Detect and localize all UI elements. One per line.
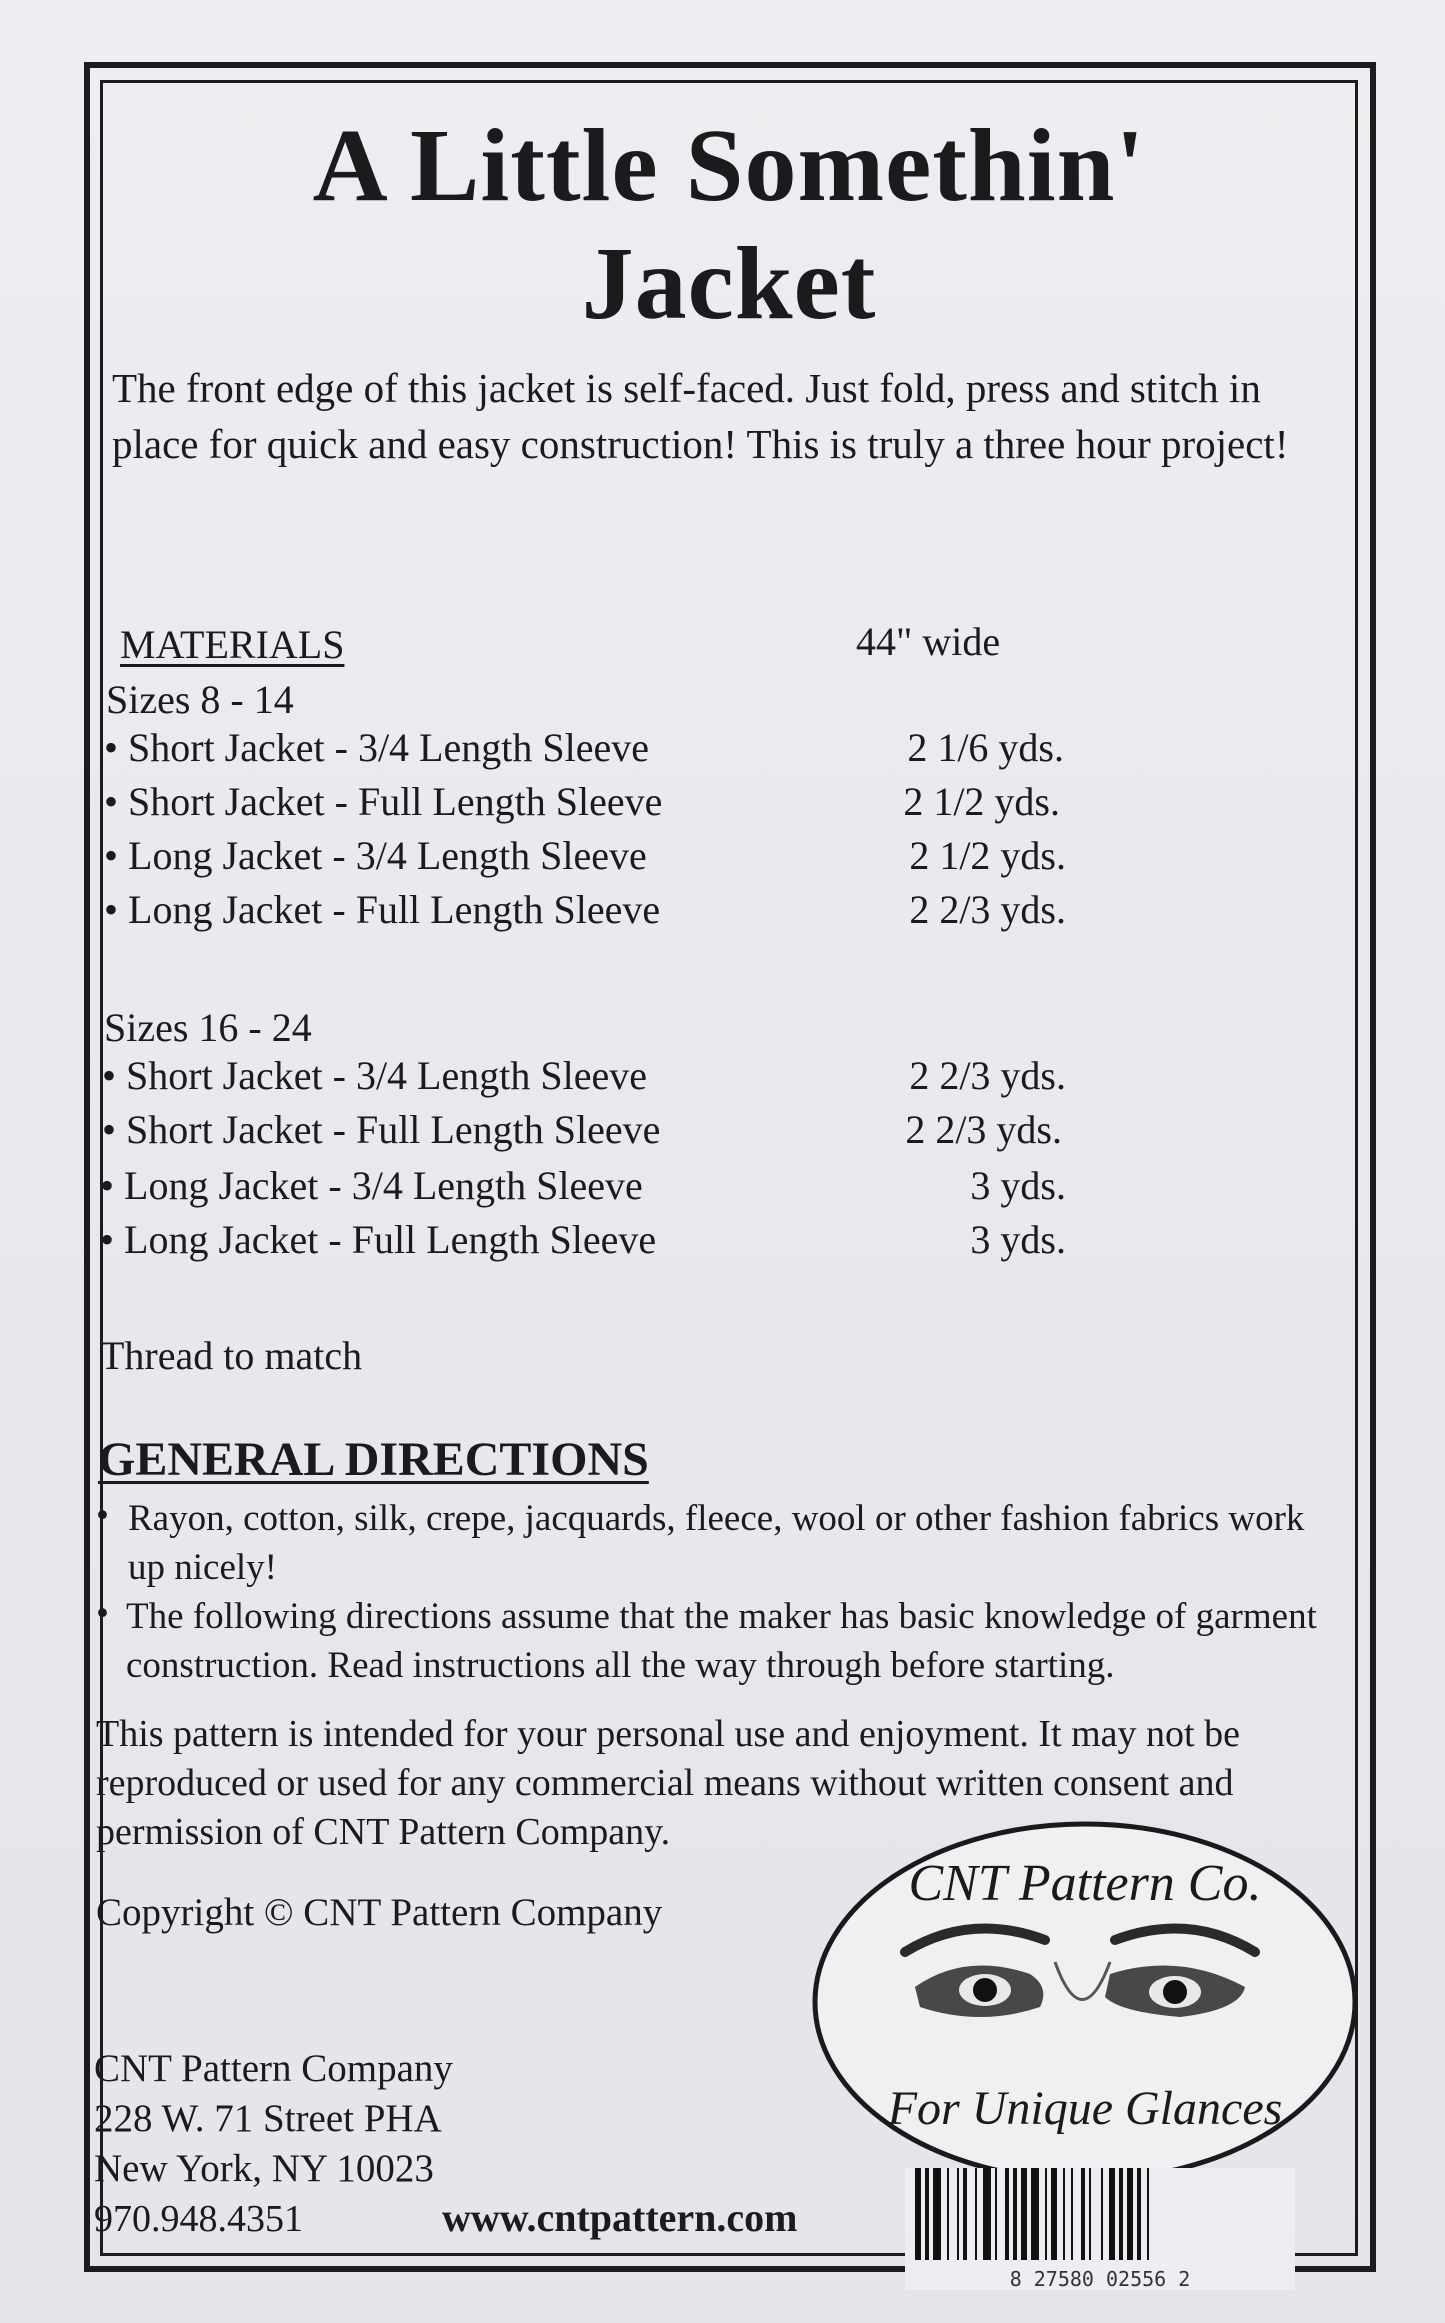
material-item: • Long Jacket - Full Length Sleeve: [100, 1217, 657, 1262]
material-item: • Long Jacket - 3/4 Length Sleeve: [104, 833, 647, 878]
material-item: • Short Jacket - 3/4 Length Sleeve: [102, 1053, 647, 1098]
company-name: CNT Pattern Company: [94, 2047, 453, 2090]
barcode-number: 8 27580 02556 2: [1009, 2267, 1191, 2290]
size-group-label: Sizes 8 - 14: [106, 677, 294, 722]
material-item: • Short Jacket - Full Length Sleeve: [102, 1107, 661, 1152]
title-line-1: A Little Somethin': [312, 108, 1146, 223]
size-group-label: Sizes 16 - 24: [104, 1005, 312, 1050]
city-address: New York, NY 10023: [94, 2147, 434, 2190]
material-qty: 3 yds.: [970, 1163, 1066, 1208]
material-qty: 2 2/3 yds.: [905, 1107, 1062, 1152]
bullet-dot: •: [96, 1495, 109, 1536]
direction-item: The following directions assume that the maker has basic knowledge of garment construction. Read instructions all the way through before starting.: [126, 1596, 1317, 1686]
material-item: • Short Jacket - Full Length Sleeve: [104, 779, 663, 824]
fabric-width-label: 44" wide: [856, 619, 1001, 664]
material-item: • Short Jacket - 3/4 Length Sleeve: [104, 725, 649, 770]
usage-notice: This pattern is intended for your personal use and enjoyment. It may not be reproduced or used for any commercial means without written consent and permission of CNT Pattern Company.: [96, 1713, 1240, 1853]
website-link[interactable]: www.cntpattern.com: [442, 2195, 798, 2240]
logo-top-text: CNT Pattern Co.: [908, 1855, 1262, 1912]
title-line-2: Jacket: [581, 226, 877, 341]
copyright: Copyright © CNT Pattern Company: [96, 1891, 663, 1934]
direction-item: Rayon, cotton, silk, crepe, jacquards, fleece, wool or other fashion fabrics work up nicely!: [128, 1498, 1305, 1588]
material-item: • Long Jacket - Full Length Sleeve: [104, 887, 661, 932]
barcode: [905, 2168, 1295, 2290]
material-item: • Long Jacket - 3/4 Length Sleeve: [100, 1163, 643, 1208]
thread-note: Thread to match: [100, 1333, 363, 1378]
logo-bottom-text: For Unique Glances: [887, 2082, 1283, 2135]
phone-number: 970.948.4351: [94, 2198, 303, 2240]
materials-heading: MATERIALS: [120, 622, 345, 667]
material-qty: 2 2/3 yds.: [909, 1053, 1066, 1098]
bullet-dot: •: [96, 1593, 109, 1634]
street-address: 228 W. 71 Street PHA: [94, 2097, 442, 2140]
material-qty: 2 2/3 yds.: [909, 887, 1066, 932]
material-qty: 2 1/2 yds.: [903, 779, 1060, 824]
cnt-logo: [800, 1812, 1370, 2192]
material-qty: 2 1/6 yds.: [907, 725, 1064, 770]
material-qty: 3 yds.: [970, 1217, 1066, 1262]
intro-text: The front edge of this jacket is self-faced. Just fold, press and stitch in place for quick and easy construction! This is truly a three hour project!: [112, 365, 1289, 467]
material-qty: 2 1/2 yds.: [909, 833, 1066, 878]
general-directions-heading: GENERAL DIRECTIONS: [98, 1433, 649, 1486]
